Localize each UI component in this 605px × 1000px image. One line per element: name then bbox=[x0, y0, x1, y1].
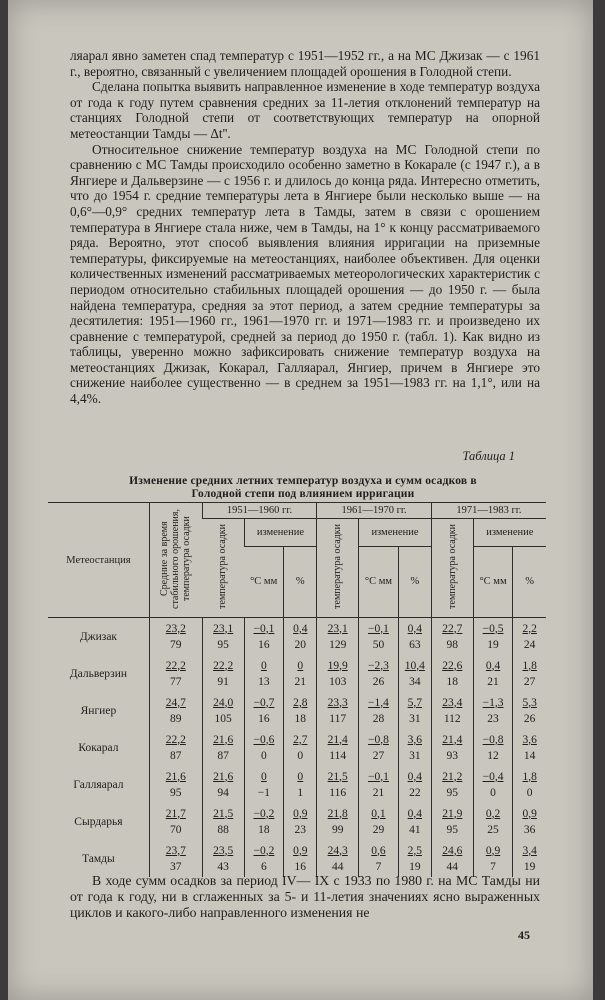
cell-precipitation: 26 bbox=[523, 712, 536, 725]
temp-header-3: температура осадки bbox=[446, 524, 458, 609]
unit-abs-2: °С мм bbox=[359, 546, 399, 617]
cell-precipitation: 21 bbox=[487, 675, 499, 688]
station-name: Тамды bbox=[82, 852, 115, 865]
cell-temperature: 0,9 bbox=[293, 807, 308, 820]
cell-temperature: 24,7 bbox=[165, 696, 186, 709]
unit-abs-1: °С мм bbox=[244, 546, 284, 617]
cell-temperature: 5,3 bbox=[522, 696, 537, 709]
table-row bbox=[48, 618, 546, 656]
cell-temperature: 3,6 bbox=[522, 733, 537, 746]
station-name: Сырдарья bbox=[74, 815, 123, 828]
cell-precipitation: 63 bbox=[409, 638, 421, 651]
cell-temperature: 0,1 bbox=[371, 807, 386, 820]
cell-precipitation: 116 bbox=[329, 786, 347, 799]
body-text-top bbox=[70, 48, 540, 407]
cell-temperature: 22,2 bbox=[165, 659, 186, 672]
unit-pct-2: % bbox=[398, 546, 431, 617]
cell-temperature: 23,1 bbox=[213, 622, 234, 635]
period-1-header: 1951—1960 гг. bbox=[202, 503, 317, 519]
cell-temperature: 21,8 bbox=[327, 807, 348, 820]
table-cell bbox=[202, 840, 244, 877]
cell-temperature: 21,6 bbox=[213, 733, 234, 746]
cell-temperature: 0,4 bbox=[407, 622, 422, 635]
table-cell bbox=[359, 618, 399, 656]
cell-temperature: −0,6 bbox=[253, 733, 275, 746]
table-cell bbox=[473, 692, 513, 729]
cell-temperature: 24,0 bbox=[213, 696, 234, 709]
table-cell bbox=[513, 803, 546, 840]
cell-precipitation: 19 bbox=[409, 860, 421, 873]
cell-precipitation: 99 bbox=[331, 823, 344, 836]
table-cell bbox=[284, 618, 317, 656]
cell-precipitation: 18 bbox=[258, 823, 270, 836]
table-cell bbox=[473, 729, 513, 766]
table-row bbox=[48, 692, 546, 729]
cell-precipitation: 88 bbox=[217, 823, 229, 836]
cell-temperature: 0 bbox=[297, 659, 304, 672]
cell-precipitation: 16 bbox=[294, 860, 306, 873]
table-cell bbox=[149, 729, 202, 766]
table-cell bbox=[284, 803, 317, 840]
cell-precipitation: 41 bbox=[409, 823, 421, 836]
cell-temperature: 0,4 bbox=[485, 659, 501, 672]
cell-precipitation: 1 bbox=[297, 786, 304, 799]
cell-temperature: −0,2 bbox=[253, 844, 275, 857]
cell-temperature: 21,5 bbox=[213, 807, 234, 820]
cell-precipitation: 95 bbox=[170, 786, 182, 799]
cell-precipitation: 12 bbox=[487, 749, 499, 762]
cell-temperature: 0,9 bbox=[522, 807, 537, 820]
station-header: Метеостанция bbox=[48, 503, 149, 618]
table-row bbox=[48, 655, 546, 692]
cell-precipitation: 103 bbox=[329, 675, 347, 688]
table-cell bbox=[317, 840, 359, 877]
cell-temperature: 24,6 bbox=[442, 844, 463, 857]
cell-temperature: 0 bbox=[261, 770, 267, 783]
cell-precipitation: 31 bbox=[409, 712, 421, 725]
cell-precipitation: 98 bbox=[446, 638, 459, 651]
cell-temperature: 19,9 bbox=[327, 659, 348, 672]
table-cell bbox=[149, 655, 202, 692]
unit-pct-1: % bbox=[284, 546, 317, 617]
cell-temperature: 2,8 bbox=[293, 696, 308, 709]
table-cell bbox=[317, 692, 359, 729]
cell-precipitation: 112 bbox=[443, 712, 461, 725]
cell-precipitation: 93 bbox=[446, 749, 459, 762]
cell-precipitation: 44 bbox=[331, 860, 344, 873]
paragraph-3: Относительное снижение температур воздуха на МС Голодной степи по сравнению с МС Тамды происходило особенно заметно в Кокарале (с 1947 г.), а в Янгиере и Дальверзине — с 1956 г. и длилось до конца ряда. Интересно отметить, что до 1954 г. средние температуры лета в Янгиере были несколько выше — на 0,6°—0,9° средних температур лета в Тамды, затем в связи с орошением температура в Янгиере стала ниже, чем в Тамды, на 1° к концу рассматриваемого ряда. Вероятно, этот способ выявления влияния ирригации на приземные температуры, фиксируемые на метеостанциях, наиболее объективен. Для оценки количественных изменений рассматриваемых метеорологических характеристик с периодом относительно стабильных площадей орошения — до 1950 г. — была найдена температура, средняя за этот период, а затем средние температуры за десятилетия: 1951—1960 гг., 1961—1970 гг. и 1971—1983 гг. и произведено их сравнение с температурой, средней за период до 1950 г. (табл. 1). Как видно из таблицы, уверенно можно зафиксировать снижение температур воздуха на метеостанциях Джизак, Кокарал, Галляарал, Янгиер, причем в Янгиере это снижение наиболее существенно — в среднем за 1951—1983 гг. на 1,1°, или на 4,4%. bbox=[70, 141, 540, 407]
table-cell bbox=[431, 692, 473, 729]
table-cell bbox=[359, 803, 399, 840]
station-name: Галляарал bbox=[73, 778, 124, 791]
cell-precipitation: 77 bbox=[170, 675, 182, 688]
station-name: Кокарал bbox=[78, 741, 119, 754]
cell-precipitation: 22 bbox=[409, 786, 421, 799]
cell-precipitation: 7 bbox=[375, 860, 382, 873]
cell-temperature: 23,1 bbox=[327, 622, 348, 635]
cell-temperature: −0,1 bbox=[253, 622, 275, 635]
cell-temperature: −0,2 bbox=[253, 807, 275, 820]
period-3-header: 1971—1983 гг. bbox=[431, 503, 546, 519]
table-cell bbox=[317, 618, 359, 656]
table-row bbox=[48, 840, 546, 877]
table-cell bbox=[244, 655, 284, 692]
unit-pct-3: % bbox=[513, 546, 546, 617]
cell-precipitation: 129 bbox=[329, 638, 347, 651]
cell-precipitation: 21 bbox=[294, 675, 306, 688]
cell-temperature: 21,6 bbox=[213, 770, 234, 783]
table-cell bbox=[284, 692, 317, 729]
cell-temperature: −0,1 bbox=[368, 622, 389, 635]
cell-precipitation: 34 bbox=[409, 675, 421, 688]
paragraph-2: Сделана попытка выявить направленное изменение в ходе температур воздуха от года к году путем сравнения средних за 11-летия отклонений температур на станциях Голодной степи от соответствующих температур на опорной метеостанции Тамды — Δt''. bbox=[70, 79, 540, 141]
table-cell bbox=[244, 803, 284, 840]
table-cell bbox=[473, 766, 513, 803]
cell-precipitation: 79 bbox=[170, 638, 182, 651]
change-header-1: изменение bbox=[244, 519, 317, 547]
table-cell bbox=[317, 729, 359, 766]
table-cell bbox=[398, 692, 431, 729]
cell-temperature: 21,6 bbox=[165, 770, 186, 783]
cell-temperature: 23,5 bbox=[213, 844, 234, 857]
cell-precipitation: 89 bbox=[170, 712, 182, 725]
table-cell bbox=[398, 840, 431, 877]
table-cell bbox=[244, 729, 284, 766]
table-cell bbox=[202, 803, 244, 840]
cell-precipitation: 95 bbox=[446, 786, 459, 799]
table-cell bbox=[359, 840, 399, 877]
cell-temperature: −1,4 bbox=[368, 696, 389, 709]
cell-precipitation: 70 bbox=[170, 823, 182, 836]
cell-precipitation: 87 bbox=[170, 749, 182, 762]
table-row bbox=[48, 766, 546, 803]
cell-temperature: 0 bbox=[297, 770, 304, 783]
table-cell bbox=[398, 766, 431, 803]
table-cell bbox=[431, 803, 473, 840]
cell-precipitation: 6 bbox=[261, 860, 267, 873]
table-cell bbox=[473, 803, 513, 840]
cell-precipitation: 7 bbox=[490, 860, 496, 873]
cell-precipitation: 31 bbox=[409, 749, 421, 762]
table-cell bbox=[473, 840, 513, 877]
cell-precipitation: 0 bbox=[261, 749, 267, 762]
cell-precipitation: 23 bbox=[294, 823, 306, 836]
change-header-3: изменение bbox=[473, 519, 546, 547]
table-cell bbox=[431, 766, 473, 803]
table-cell bbox=[431, 729, 473, 766]
table-cell bbox=[431, 655, 473, 692]
cell-temperature: 0,9 bbox=[485, 844, 501, 857]
station-name: Дальверзин bbox=[69, 667, 128, 680]
table-cell bbox=[317, 655, 359, 692]
cell-precipitation: 21 bbox=[372, 786, 385, 799]
cell-precipitation: 105 bbox=[214, 712, 232, 725]
cell-temperature: −0,7 bbox=[253, 696, 275, 709]
table-cell bbox=[244, 618, 284, 656]
data-table bbox=[48, 502, 546, 877]
cell-precipitation: 44 bbox=[446, 860, 459, 873]
cell-temperature: 0,6 bbox=[371, 844, 386, 857]
cell-temperature: 22,2 bbox=[165, 733, 186, 746]
cell-precipitation: 0 bbox=[490, 786, 496, 799]
cell-temperature: −0,5 bbox=[482, 622, 504, 635]
cell-temperature: 0,2 bbox=[485, 807, 501, 820]
cell-temperature: 0,9 bbox=[293, 844, 308, 857]
table-cell bbox=[473, 655, 513, 692]
cell-precipitation: 29 bbox=[372, 823, 385, 836]
station-name: Янгиер bbox=[80, 704, 117, 717]
cell-temperature: 5,7 bbox=[407, 696, 422, 709]
cell-temperature: −0,4 bbox=[482, 770, 504, 783]
cell-temperature: 22,2 bbox=[213, 659, 234, 672]
cell-precipitation: 50 bbox=[372, 638, 385, 651]
table-cell bbox=[317, 766, 359, 803]
cell-precipitation: 25 bbox=[487, 823, 499, 836]
cell-precipitation: 23 bbox=[487, 712, 499, 725]
cell-precipitation: 18 bbox=[446, 675, 459, 688]
cell-precipitation: 13 bbox=[258, 675, 270, 688]
table-cell bbox=[149, 840, 202, 877]
cell-precipitation: 95 bbox=[217, 638, 229, 651]
cell-temperature: 3,4 bbox=[522, 844, 537, 857]
table-cell bbox=[202, 729, 244, 766]
table-row bbox=[48, 803, 546, 840]
cell-temperature: 22,6 bbox=[442, 659, 463, 672]
cell-temperature: 1,8 bbox=[522, 659, 537, 672]
cell-temperature: −0,8 bbox=[482, 733, 504, 746]
cell-temperature: 2,5 bbox=[407, 844, 422, 857]
cell-precipitation: 27 bbox=[372, 749, 385, 762]
table-cell bbox=[398, 729, 431, 766]
cell-precipitation: 36 bbox=[523, 823, 536, 836]
paragraph-bottom: В ходе сумм осадков за период IV— IX с 1933 по 1980 г. на МС Тамды ни от года к году, ни в сглаженных за 5- и 11-летия значениях ясно выраженных циклов и какого-либо направленного изменения не bbox=[70, 873, 540, 921]
table-cell bbox=[398, 655, 431, 692]
book-page bbox=[8, 0, 593, 1000]
table-cell bbox=[284, 766, 317, 803]
table-cell bbox=[149, 618, 202, 656]
table-cell bbox=[202, 766, 244, 803]
cell-precipitation: 19 bbox=[487, 638, 499, 651]
cell-precipitation: 114 bbox=[329, 749, 347, 762]
table-cell bbox=[431, 618, 473, 656]
table-cell bbox=[359, 729, 399, 766]
table-cell bbox=[398, 803, 431, 840]
cell-precipitation: 16 bbox=[258, 638, 270, 651]
table-row bbox=[48, 729, 546, 766]
cell-precipitation: 26 bbox=[372, 675, 385, 688]
table-cell bbox=[149, 766, 202, 803]
temp-header-2: температура осадки bbox=[332, 524, 344, 609]
temp-header-1: температура осадки bbox=[217, 524, 229, 609]
cell-precipitation: 117 bbox=[329, 712, 347, 725]
cell-temperature: 23,3 bbox=[327, 696, 348, 709]
cell-temperature: 24,3 bbox=[327, 844, 348, 857]
table-cell bbox=[473, 618, 513, 656]
table-cell bbox=[149, 803, 202, 840]
station-name: Джизак bbox=[79, 630, 118, 643]
cell-precipitation: 0 bbox=[297, 749, 304, 762]
table-cell bbox=[244, 692, 284, 729]
cell-temperature: 1,8 bbox=[522, 770, 537, 783]
cell-precipitation: 16 bbox=[258, 712, 270, 725]
table-cell bbox=[431, 840, 473, 877]
cell-temperature: −0,8 bbox=[368, 733, 389, 746]
table-cell bbox=[244, 766, 284, 803]
cell-precipitation: 91 bbox=[217, 675, 229, 688]
body-text-bottom bbox=[70, 873, 540, 922]
cell-temperature: 0,4 bbox=[293, 622, 308, 635]
table-cell bbox=[202, 655, 244, 692]
cell-temperature: 0 bbox=[261, 659, 267, 672]
cell-temperature: 10,4 bbox=[404, 659, 425, 672]
cell-temperature: 2,7 bbox=[293, 733, 308, 746]
cell-precipitation: 87 bbox=[217, 749, 229, 762]
cell-precipitation: 20 bbox=[294, 638, 306, 651]
cell-precipitation: 14 bbox=[523, 749, 536, 762]
cell-precipitation: 37 bbox=[170, 860, 182, 873]
cell-precipitation: 94 bbox=[217, 786, 229, 799]
cell-temperature: 21,9 bbox=[442, 807, 463, 820]
cell-temperature: 22,7 bbox=[442, 622, 463, 635]
cell-precipitation: −1 bbox=[257, 786, 271, 799]
table-cell bbox=[513, 766, 546, 803]
cell-temperature: −2,3 bbox=[368, 659, 389, 672]
paragraph-1: ляарал явно заметен спад температур с 1951—1952 гг., а на МС Джизак — с 1961 г., вероятно, связанный с увеличением площадей орошения в Голодной степи. bbox=[70, 48, 540, 79]
unit-abs-3: °С мм bbox=[473, 546, 513, 617]
table-cell bbox=[317, 803, 359, 840]
cell-temperature: 2,2 bbox=[522, 622, 537, 635]
period-2-header: 1961—1970 гг. bbox=[317, 503, 432, 519]
table-cell bbox=[359, 766, 399, 803]
table-cell bbox=[513, 655, 546, 692]
change-header-2: изменение bbox=[359, 519, 432, 547]
cell-temperature: 21,4 bbox=[327, 733, 348, 746]
table-cell bbox=[202, 692, 244, 729]
cell-precipitation: 95 bbox=[446, 823, 459, 836]
cell-temperature: 3,6 bbox=[407, 733, 422, 746]
baseline-header: Средние за время стабильного орошения, температура осадки bbox=[159, 508, 193, 609]
cell-temperature: 23,7 bbox=[165, 844, 186, 857]
cell-precipitation: 43 bbox=[217, 860, 229, 873]
table-cell bbox=[513, 692, 546, 729]
table-label: Таблица 1 bbox=[462, 449, 515, 463]
cell-precipitation: 18 bbox=[294, 712, 306, 725]
cell-temperature: −0,1 bbox=[368, 770, 389, 783]
cell-temperature: 21,2 bbox=[442, 770, 463, 783]
cell-temperature: 21,5 bbox=[327, 770, 348, 783]
table-cell bbox=[398, 618, 431, 656]
cell-temperature: 0,4 bbox=[407, 807, 422, 820]
cell-precipitation: 19 bbox=[523, 860, 536, 873]
table-cell bbox=[244, 840, 284, 877]
cell-precipitation: 27 bbox=[523, 675, 536, 688]
table-cell bbox=[359, 692, 399, 729]
cell-precipitation: 28 bbox=[372, 712, 385, 725]
table-cell bbox=[149, 692, 202, 729]
cell-temperature: 0,4 bbox=[407, 770, 422, 783]
cell-temperature: 21,7 bbox=[165, 807, 186, 820]
table-cell bbox=[513, 840, 546, 877]
page-number: 45 bbox=[518, 928, 530, 942]
table-cell bbox=[513, 618, 546, 656]
cell-precipitation: 0 bbox=[526, 786, 533, 799]
table-cell bbox=[284, 729, 317, 766]
table-cell bbox=[513, 729, 546, 766]
cell-temperature: 23,2 bbox=[165, 622, 186, 635]
table-cell bbox=[202, 618, 244, 656]
cell-precipitation: 24 bbox=[523, 638, 536, 651]
cell-temperature: 23,4 bbox=[442, 696, 463, 709]
table-cell bbox=[359, 655, 399, 692]
cell-temperature: 21,4 bbox=[442, 733, 463, 746]
table-cell bbox=[284, 655, 317, 692]
table-cell bbox=[284, 840, 317, 877]
table-title: Изменение средних летних температур воздуха и сумм осадков в Голодной степи под влиянием ирригации bbox=[129, 475, 477, 500]
cell-temperature: −1,3 bbox=[482, 696, 504, 709]
